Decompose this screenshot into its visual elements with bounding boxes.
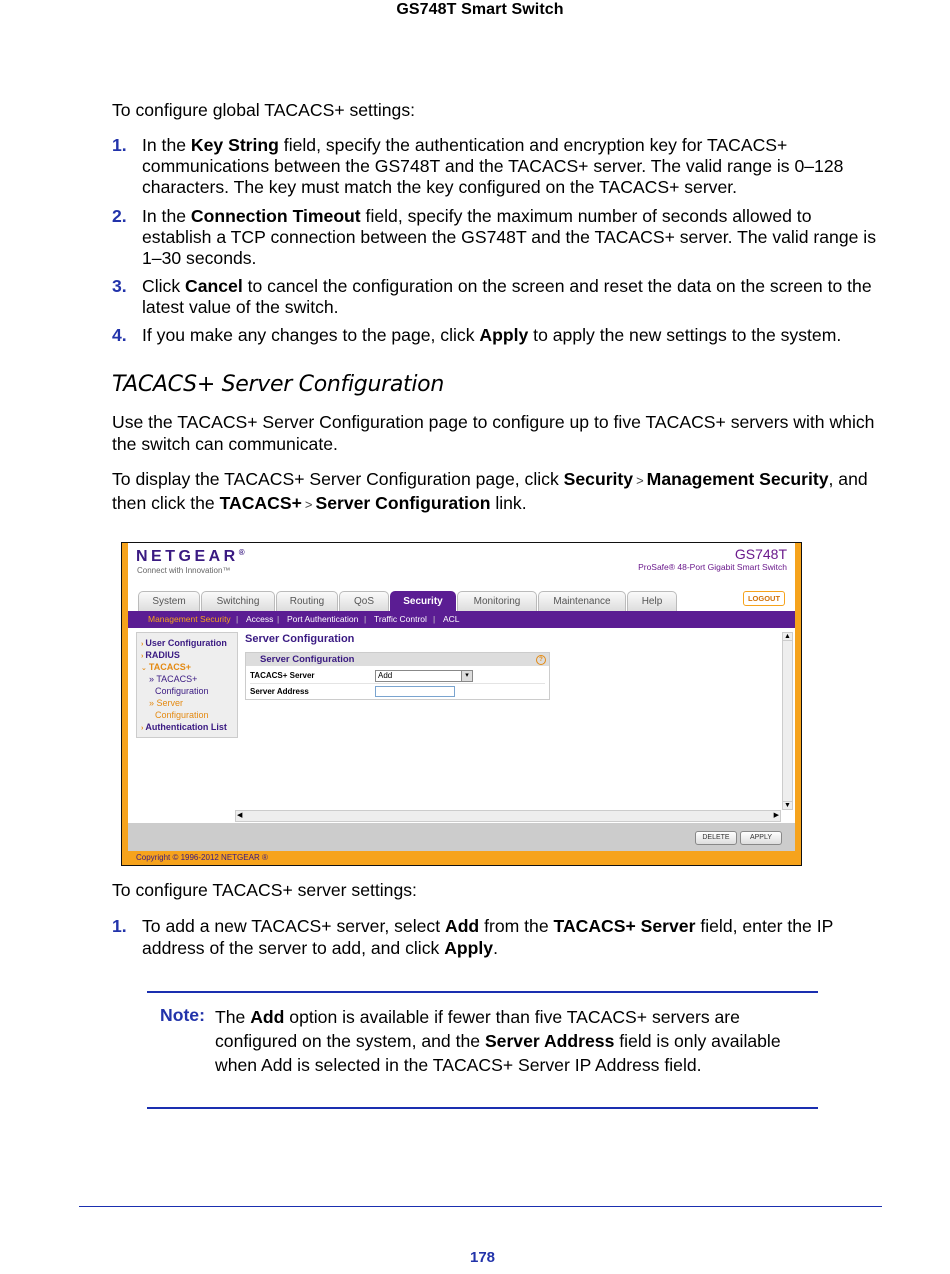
tacacs-server-select[interactable]: Add ▾ (375, 670, 473, 682)
tab-qos[interactable]: QoS (339, 591, 389, 611)
note-label: Note: (160, 1005, 205, 1025)
page-title: Server Configuration (245, 633, 355, 645)
apply-term: Apply (479, 325, 529, 345)
section-para-2: To display the TACACS+ Server Configuration page, click Security > Management Security, and then click the TACACS+ > Server Configuration link. (112, 469, 868, 513)
tacacs-server-row: TACACS+ Server Add ▾ (250, 668, 545, 684)
scroll-right-icon: ▶ (773, 812, 779, 819)
intro-server: To configure TACACS+ server settings: (112, 880, 417, 900)
model-subtitle: ProSafe® 48-Port Gigabit Smart Switch (638, 562, 787, 572)
sidebar: › User Configuration › RADIUS ⌄ TACACS+ » TACACS+ Configuration » Server Configuration › Authentication List (136, 632, 238, 738)
chevron-down-icon: ▾ (461, 671, 472, 681)
cancel-term: Cancel (185, 276, 243, 296)
tab-maintenance[interactable]: Maintenance (538, 591, 626, 611)
tab-routing[interactable]: Routing (276, 591, 338, 611)
help-icon[interactable]: ? (536, 655, 546, 665)
apply-button[interactable]: APPLY (740, 831, 782, 845)
step-number: 4. (112, 325, 127, 345)
sidebar-item-tacacs-configuration[interactable]: » TACACS+ (149, 674, 198, 684)
step-number: 2. (112, 206, 127, 226)
logout-button[interactable]: LOGOUT (743, 591, 785, 606)
note-text: The Add option is available if fewer than five TACACS+ servers are configured on the system, and the Server Address field is only available when Add is selected in the TACACS+ Server IP Address field. (215, 1007, 781, 1075)
section-para-1: Use the TACACS+ Server Configuration page to configure up to five TACACS+ servers with which the switch can communicate. (112, 412, 875, 454)
screenshot-header (128, 543, 795, 615)
subnav-port-authentication[interactable]: Port Authentication (287, 614, 359, 624)
button-bar (128, 823, 795, 851)
intro-global: To configure global TACACS+ settings: (112, 100, 416, 120)
model-name: GS748T (734, 546, 787, 562)
page-number: 178 (469, 1249, 496, 1266)
footer-rule (79, 1206, 882, 1207)
sub-navigation: Management Security | Access | Port Authentication | Traffic Control | ACL (128, 611, 795, 628)
server-config-panel (245, 652, 550, 700)
sidebar-item-user-configuration[interactable]: › User Configuration (141, 638, 227, 648)
copyright: Copyright © 1996-2012 NETGEAR ® (136, 853, 268, 862)
step-number: 3. (112, 276, 127, 296)
tab-help[interactable]: Help (627, 591, 677, 611)
tab-security[interactable]: Security (390, 591, 456, 613)
subnav-traffic-control[interactable]: Traffic Control (374, 614, 427, 624)
subnav-access[interactable]: Access (246, 614, 274, 624)
section-heading: TACACS+ Server Configuration (112, 372, 444, 397)
tab-monitoring[interactable]: Monitoring (457, 591, 537, 611)
ui-screenshot (121, 542, 802, 866)
sidebar-item-radius[interactable]: › RADIUS (141, 650, 180, 660)
key-string-term: Key String (190, 135, 279, 155)
netgear-logo: NETGEAR® (136, 548, 249, 565)
tagline: Connect with Innovation™ (137, 566, 231, 575)
scroll-left-icon: ◀ (237, 812, 243, 819)
delete-button[interactable]: DELETE (695, 831, 737, 845)
subnav-acl[interactable]: ACL (443, 614, 460, 624)
vertical-scrollbar[interactable] (782, 632, 793, 810)
server-address-row: Server Address (250, 684, 545, 699)
horizontal-scrollbar[interactable] (235, 810, 781, 822)
step-number: 1. (112, 916, 127, 936)
server-address-input[interactable] (375, 686, 455, 697)
scroll-down-icon: ▼ (784, 802, 791, 809)
sidebar-item-server-configuration[interactable]: » Server (149, 698, 184, 708)
panel-header: Server Configuration ? (246, 653, 549, 666)
tab-system[interactable]: System (138, 591, 200, 611)
running-header: GS748T Smart Switch (396, 1, 564, 18)
note-box (147, 991, 818, 1109)
subnav-management-security[interactable]: Management Security (148, 614, 231, 624)
sidebar-item-authentication-list[interactable]: › Authentication List (141, 722, 227, 732)
scroll-up-icon: ▲ (784, 633, 791, 640)
content-area (128, 628, 795, 823)
connection-timeout-term: Connection Timeout (190, 206, 361, 226)
tab-switching[interactable]: Switching (201, 591, 275, 611)
step-number: 1. (112, 135, 127, 155)
sidebar-item-tacacs[interactable]: ⌄ TACACS+ (141, 662, 191, 672)
